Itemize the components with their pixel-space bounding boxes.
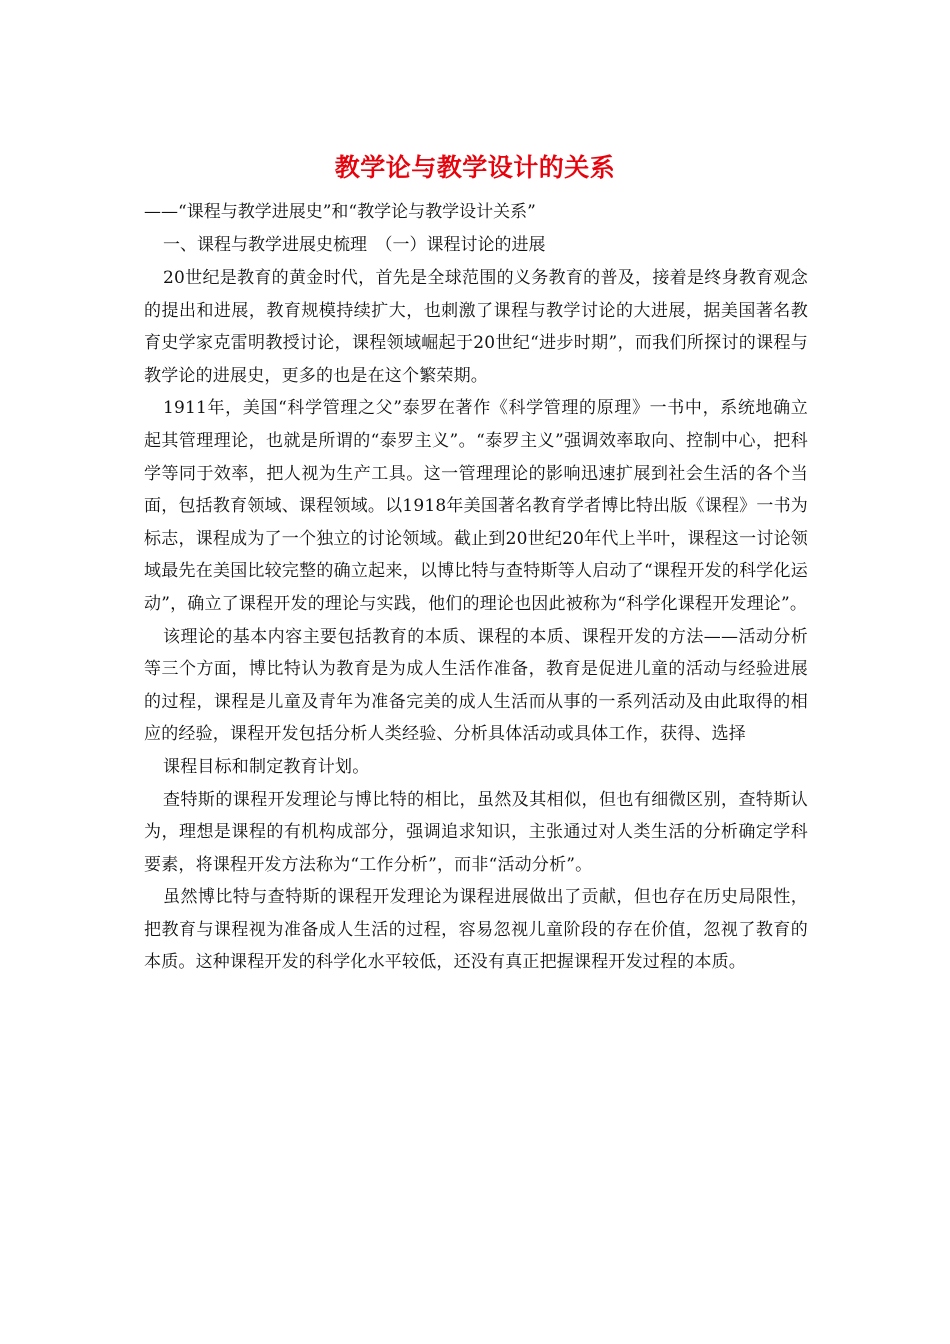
document-title: 教学论与教学设计的关系 <box>334 153 616 182</box>
section-heading: 一、课程与教学进展史梳理 （一）课程讨论的进展 <box>163 235 546 255</box>
paragraph-6: 虽然博比特与查特斯的课程开发理论为课程进展做出了贡献，但也存在历史局限性，把教育与课程视为准备成人生活的过程，容易忽视儿童阶段的存在价值，忽视了教育的本质。这种课程开发的科学化水平较低，还没有真正把握课程开发过程的本质。 <box>144 887 808 973</box>
paragraph-3: 该理论的基本内容主要包括教育的本质、课程的本质、课程开发的方法——活动分析等三个方面，博比特认为教育是为成人生活作准备，教育是促进儿童的活动与经验进展的过程，课程是儿童及青年为准备完美的成人生活而从事的一系列活动及由此取得的相应的经验，课程开发包括分析人类经验、分析具体活动或具体工作，获得、选择 <box>144 626 808 745</box>
paragraph-5: 查特斯的课程开发理论与博比特的相比，虽然及其相似，但也有细微区别，查特斯认为，理想是课程的有机构成部分，强调追求知识，主张通过对人类生活的分析确定学科要素，将课程开发方法称为“工作分析”，而非“活动分析”。 <box>144 789 808 875</box>
paragraph-1: 20世纪是教育的黄金时代，首先是全球范围的义务教育的普及，接着是终身教育观念的提出和进展，教育规模持续扩大，也刺激了课程与教学讨论的大进展，据美国著名教育史学家克雷明教授讨论，课程领域崛起于20世纪“进步时期”，而我们所探讨的课程与教学论的进展史，更多的也是在这个繁荣期。 <box>144 268 808 386</box>
paragraph-2: 1911年，美国“科学管理之父”泰罗在著作《科学管理的原理》一书中，系统地确立起其管理理论，也就是所谓的“泰罗主义”。“泰罗主义”强调效率取向、控制中心，把科学等同于效率，把人视为生产工具。这一管理理论的影响迅速扩展到社会生活的各个当面，包括教育领域、课程领域。以1918年美国著名教育学者博比特出版《课程》一书为标志，课程成为了一个独立的讨论领域。截止到20世纪20年代上半叶，课程这一讨论领域最先在美国比较完整的确立起来，以博比特与查特斯等人启动了“课程开发的科学化运动”，确立了课程开发的理论与实践，他们的理论也因此被称为“科学化课程开发理论”。 <box>144 398 808 614</box>
paragraph-4: 课程目标和制定教育计划。 <box>163 756 370 777</box>
document-body <box>144 262 808 979</box>
document-subtitle: ——“课程与教学进展史”和“教学论与教学设计关系” <box>144 202 536 222</box>
